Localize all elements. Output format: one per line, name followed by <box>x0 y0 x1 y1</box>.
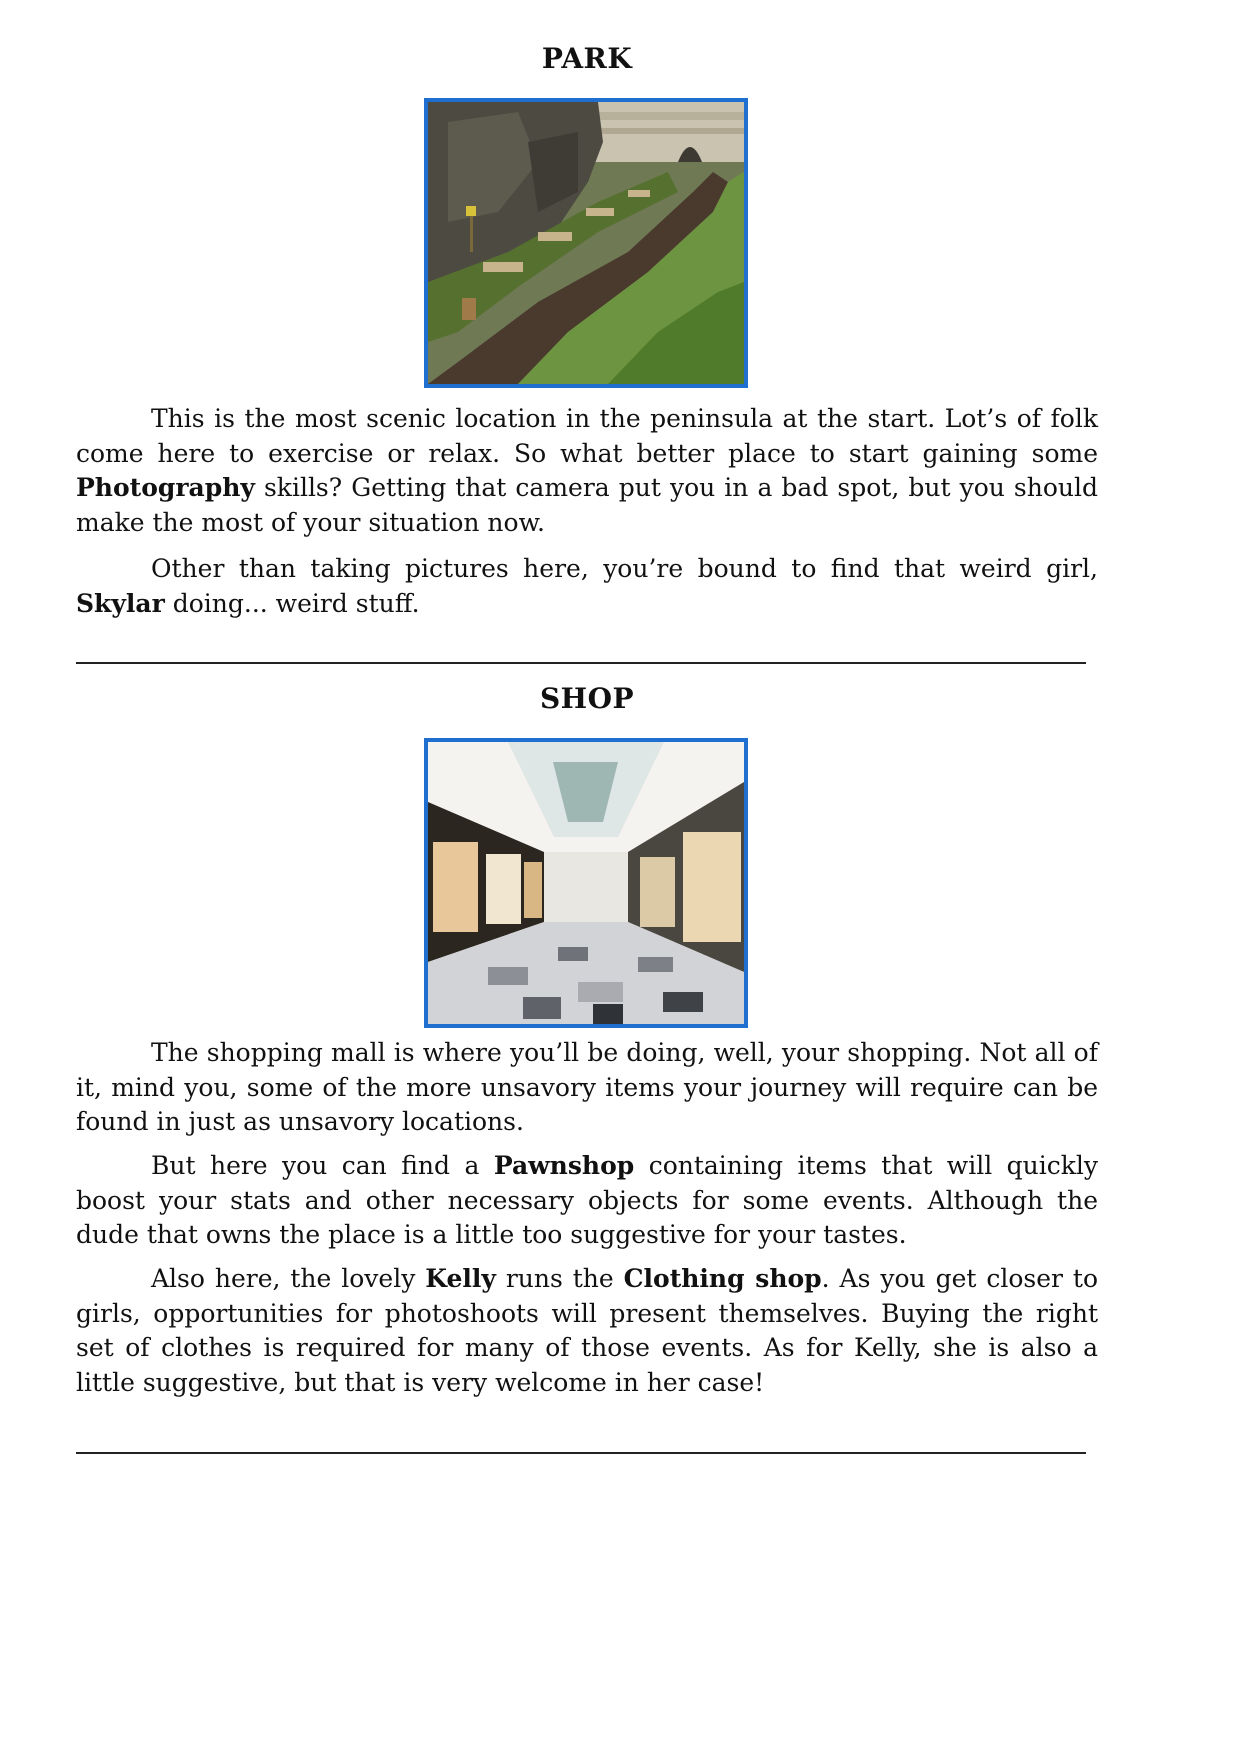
shop-paragraph-2 <box>76 1149 1098 1253</box>
park-p2-text-b: doing... weird stuff. <box>164 588 420 618</box>
park-heading: PARK <box>541 42 633 75</box>
clothing-shop-keyword: Clothing shop <box>623 1264 822 1293</box>
shop-paragraph-1 <box>76 1036 1098 1140</box>
shop-p2-text-a: But here you can find a <box>151 1151 494 1180</box>
shop-heading: SHOP <box>539 682 635 715</box>
park-scene-illustration <box>428 102 744 384</box>
shop-p3-text-c: . As you get closer to girls, opportunities for photoshoots will present themselves. Buying the right set of clothes is required for many of those events. As for Kelly, she is also a little suggestive, but that is very welcome in her case! <box>76 1264 1099 1397</box>
shop-p2-text-b: containing items that will quickly boost your stats and other necessary objects for some events. Although the dude that owns the place is a little too suggestive for your tastes. <box>76 1151 1099 1249</box>
mall-scene-illustration <box>428 742 744 1024</box>
shop-paragraph-3 <box>76 1262 1098 1400</box>
photography-keyword: Photography <box>76 473 255 502</box>
shop-p1-text: The shopping mall is where you’ll be doing, well, your shopping. Not all of it, mind you, some of the more unsavory items your journey will require can be found in just as unsavory locations. <box>76 1038 1098 1136</box>
kelly-keyword: Kelly <box>425 1264 496 1293</box>
park-p2-text-a: Other than taking pictures here, you’re bound to find that weird girl, <box>151 554 1098 583</box>
park-p1-text-b: skills? Getting that camera put you in a bad spot, but you should make the most of your situation now. <box>76 473 1098 537</box>
section-divider-1 <box>76 662 1086 664</box>
park-p1-text-a: This is the most scenic location in the peninsula at the start. Lot’s of folk come here to exercise or relax. So what better place to start gaining some <box>76 404 1098 468</box>
shop-p3-text-a: Also here, the lovely <box>151 1264 426 1293</box>
skylar-keyword: Skylar <box>76 588 165 618</box>
shop-p3-text-b: runs the <box>495 1264 624 1293</box>
park-paragraph-1 <box>76 402 1098 540</box>
shop-photo <box>424 738 748 1028</box>
park-paragraph-2 <box>76 552 1098 621</box>
section-divider-2 <box>76 1452 1086 1454</box>
pawnshop-keyword: Pawnshop <box>493 1151 635 1180</box>
park-photo <box>424 98 748 388</box>
